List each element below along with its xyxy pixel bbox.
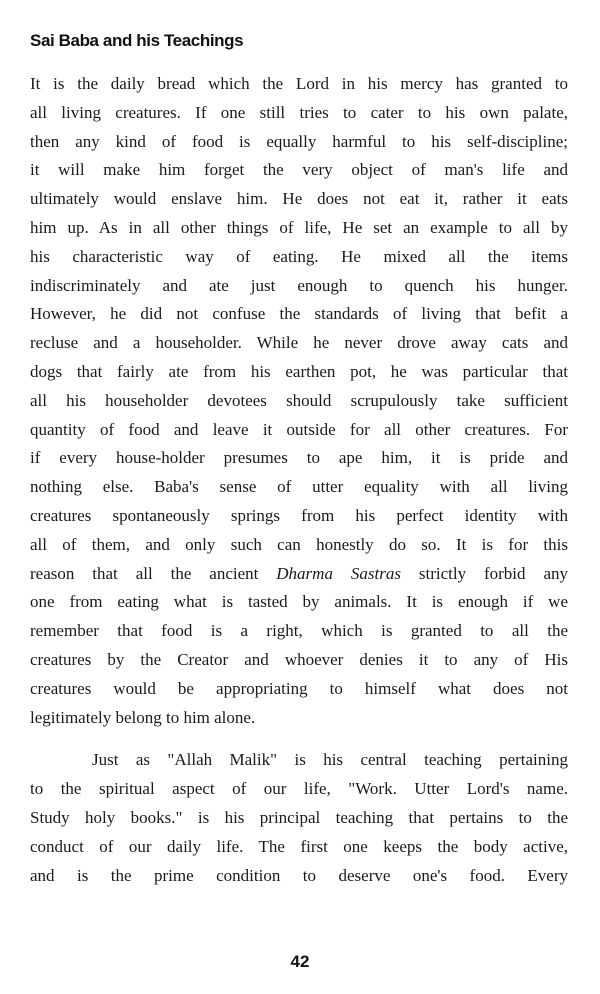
text-line: conduct of our daily life. The first one keeps the body active, — [30, 836, 568, 856]
text-line: creatures by the Creator and whoever denies it to any of His — [30, 649, 568, 669]
text-line: him up. As in all other things of life, He set an example to all by — [30, 217, 568, 237]
text-line-with-italic — [30, 560, 568, 589]
text-line: his characteristic way of eating. He mixed all the items — [30, 246, 568, 266]
text-line: if every house-holder presumes to ape him, it is pride and — [30, 448, 568, 468]
text-line: nothing else. Baba's sense of utter equality with all living — [30, 477, 568, 497]
text-line: one from eating what is tasted by animals. It is enough if we — [30, 592, 568, 612]
text-line: recluse and a householder. While he never drove away cats and — [30, 333, 568, 353]
text-line: Just as "Allah Malik" is his central teaching pertaining — [92, 750, 568, 770]
body-text — [30, 70, 568, 890]
page-number: 42 — [290, 952, 310, 971]
text-line: However, he did not confuse the standards of living that befit a — [30, 304, 568, 324]
text-line: and is the prime condition to deserve one's food. Every — [30, 865, 568, 885]
text-line: quantity of food and leave it outside for all other creatures. For — [30, 419, 568, 439]
italic-term: Dharma Sastras — [276, 563, 401, 583]
text-segment: strictly forbid any — [400, 563, 568, 583]
text-line: remember that food is a right, which is granted to all the — [30, 621, 568, 641]
paragraph-1 — [30, 70, 568, 732]
paragraph-2 — [30, 746, 568, 890]
text-line: all living creatures. If one still tries to cater to his own palate, — [30, 102, 568, 122]
text-line: all of them, and only such can honestly do so. It is for this — [30, 534, 568, 554]
text-line: ultimately would enslave him. He does not eat it, rather it eats — [30, 189, 568, 209]
text-line: indiscriminately and ate just enough to quench his hunger. — [30, 275, 568, 295]
text-line: creatures spontaneously springs from his perfect identity with — [30, 505, 568, 525]
text-line: creatures would be appropriating to himself what does not — [30, 678, 568, 698]
text-line: to the spiritual aspect of our life, "Work. Utter Lord's name. — [30, 779, 568, 799]
running-head: Sai Baba and his Teachings — [30, 31, 244, 50]
text-line: Study holy books." is his principal teaching that pertains to the — [30, 807, 568, 827]
text-line: It is the daily bread which the Lord in his mercy has granted to — [30, 74, 568, 93]
paragraph-gap — [30, 732, 568, 746]
text-line: legitimately belong to him alone. — [30, 707, 256, 727]
text-line: dogs that fairly ate from his earthen pot, he was particular that — [30, 361, 568, 381]
text-line: then any kind of food is equally harmful to his self-discipline; — [30, 131, 568, 151]
text-segment: reason that all the ancient — [30, 563, 277, 583]
text-line: it will make him forget the very object of man's life and — [30, 160, 568, 180]
text-line: all his householder devotees should scrupulously take sufficient — [30, 390, 568, 410]
